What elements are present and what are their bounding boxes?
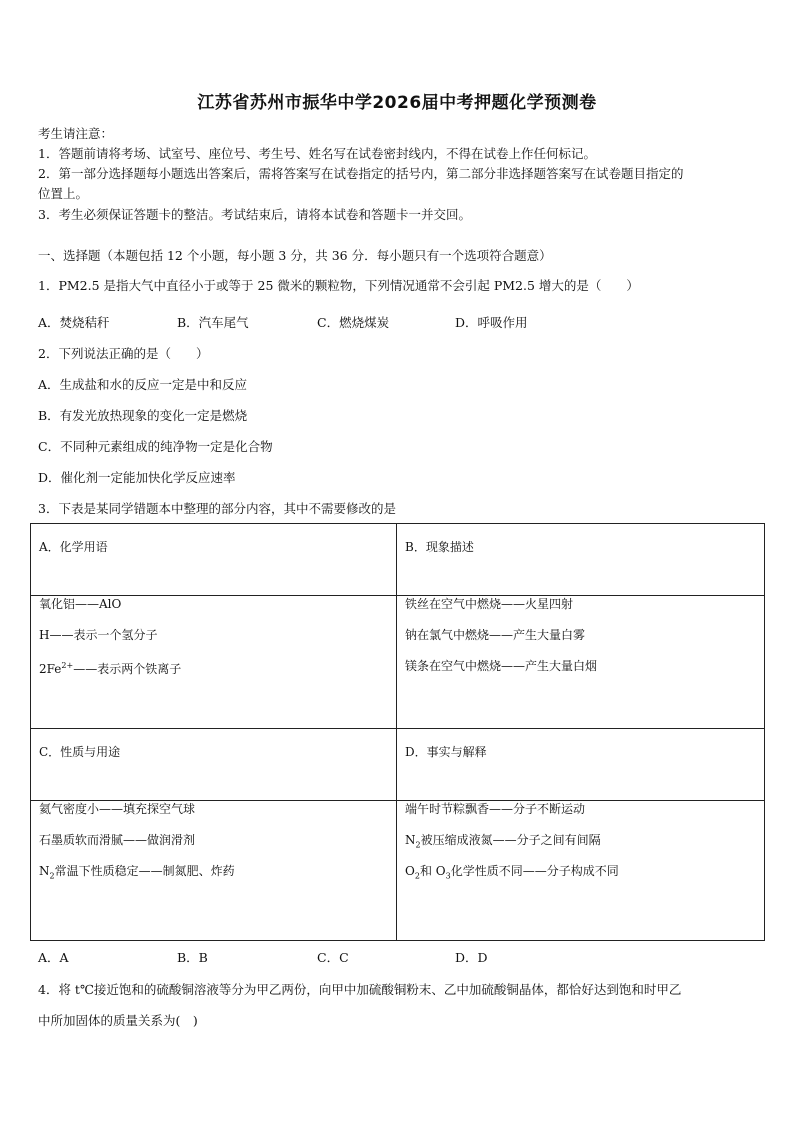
cell-b-body [397,596,765,729]
cell-d-header: D．事实与解释 [397,729,765,801]
question-3-stem: 3．下表是某同学错题本中整理的部分内容，其中不需要修改的是 [38,501,396,516]
table-line: $N_2$常温下性质稳定——制氮肥、炸药 [39,864,235,881]
table-line: 端午时节粽飘香——分子不断运动 [405,802,586,816]
table-line: $N_2$被压缩成液氮——分子之间有间隔 [405,833,601,850]
option-d: D．D [455,950,488,965]
table-line: 石墨质软而滑腻——做润滑剂 [39,833,196,847]
question-2-stem: 2．下列说法正确的是（ ） [38,346,209,361]
notice-item: 1．答题前请将考场、试室号、座位号、考生号、姓名写在试卷密封线内，不得在试卷上作任何标记。 [38,146,596,161]
option-b: B．汽车尾气 [177,315,249,330]
question-4-stem: 4．将 t℃接近饱和的硫酸铜溶液等分为甲乙两份，向甲中加硫酸铜粉末、乙中加硫酸铜晶体，都恰好达到饱和时甲乙 [38,982,682,997]
question-4-stem: 中所加固体的质量关系为( ) [38,1013,198,1028]
option-a: A．焚烧秸秆 [38,315,110,330]
page-title: 江苏省苏州市振华中学2026届中考押题化学预测卷 [197,93,597,113]
cell-c-header: C．性质与用途 [31,729,397,801]
table-line: 氦气密度小——填充探空气球 [39,802,196,816]
question-1-stem: 1．PM2.5 是指大气中直径小于或等于 25 微米的颗粒物，下列情况通常不会引起 PM2.5 增大的是（ ） [38,278,639,293]
cell-a-body [31,596,397,729]
option-d: D．呼吸作用 [455,315,528,330]
cell-b-header: B．现象描述 [397,524,765,596]
cell-d-body [397,801,765,941]
option-c: C．不同种元素组成的纯净物一定是化合物 [38,439,273,454]
notice-item: 3．考生必须保证答题卡的整洁。考试结束后，请将本试卷和答题卡一并交回。 [38,207,471,222]
table-line: 氧化铝——AlO [39,597,122,611]
option-c: C．C [317,950,349,965]
table-line: 镁条在空气中燃烧——产生大量白烟 [405,659,598,673]
table-line: $O_2$和 $O_3$化学性质不同——分子构成不同 [405,864,619,881]
option-a: A．生成盐和水的反应一定是中和反应 [38,377,248,392]
option-b: B．B [177,950,208,965]
notice-heading: 考生请注意： [38,126,114,141]
table-line: H——表示一个氢分子 [39,628,158,642]
option-b: B．有发光放热现象的变化一定是燃烧 [38,408,248,423]
option-d: D．催化剂一定能加快化学反应速率 [38,470,236,485]
notice-item: 2．第一部分选择题每小题选出答案后，需将答案写在试卷指定的括号内，第二部分非选择题答案写在试卷题目指定的 [38,166,684,181]
question-3-table [30,523,765,941]
section-heading: 一、选择题（本题包括 12 个小题，每小题 3 分，共 36 分．每小题只有一个选项符合题意） [38,248,552,263]
notice-item: 位置上。 [38,186,89,201]
question-1-options [38,313,528,331]
table-line: 钠在氯气中燃烧——产生大量白雾 [405,628,586,642]
question-3-options [38,948,488,966]
table-line: 铁丝在空气中燃烧——火星四射 [405,597,574,611]
option-c: C．燃烧煤炭 [317,315,390,330]
cell-c-body [31,801,397,941]
cell-a-header: A．化学用语 [31,524,397,596]
option-a: A．A [38,950,69,965]
table-line: $2Fe^{2+}——$表示两个铁离子 [39,661,182,676]
